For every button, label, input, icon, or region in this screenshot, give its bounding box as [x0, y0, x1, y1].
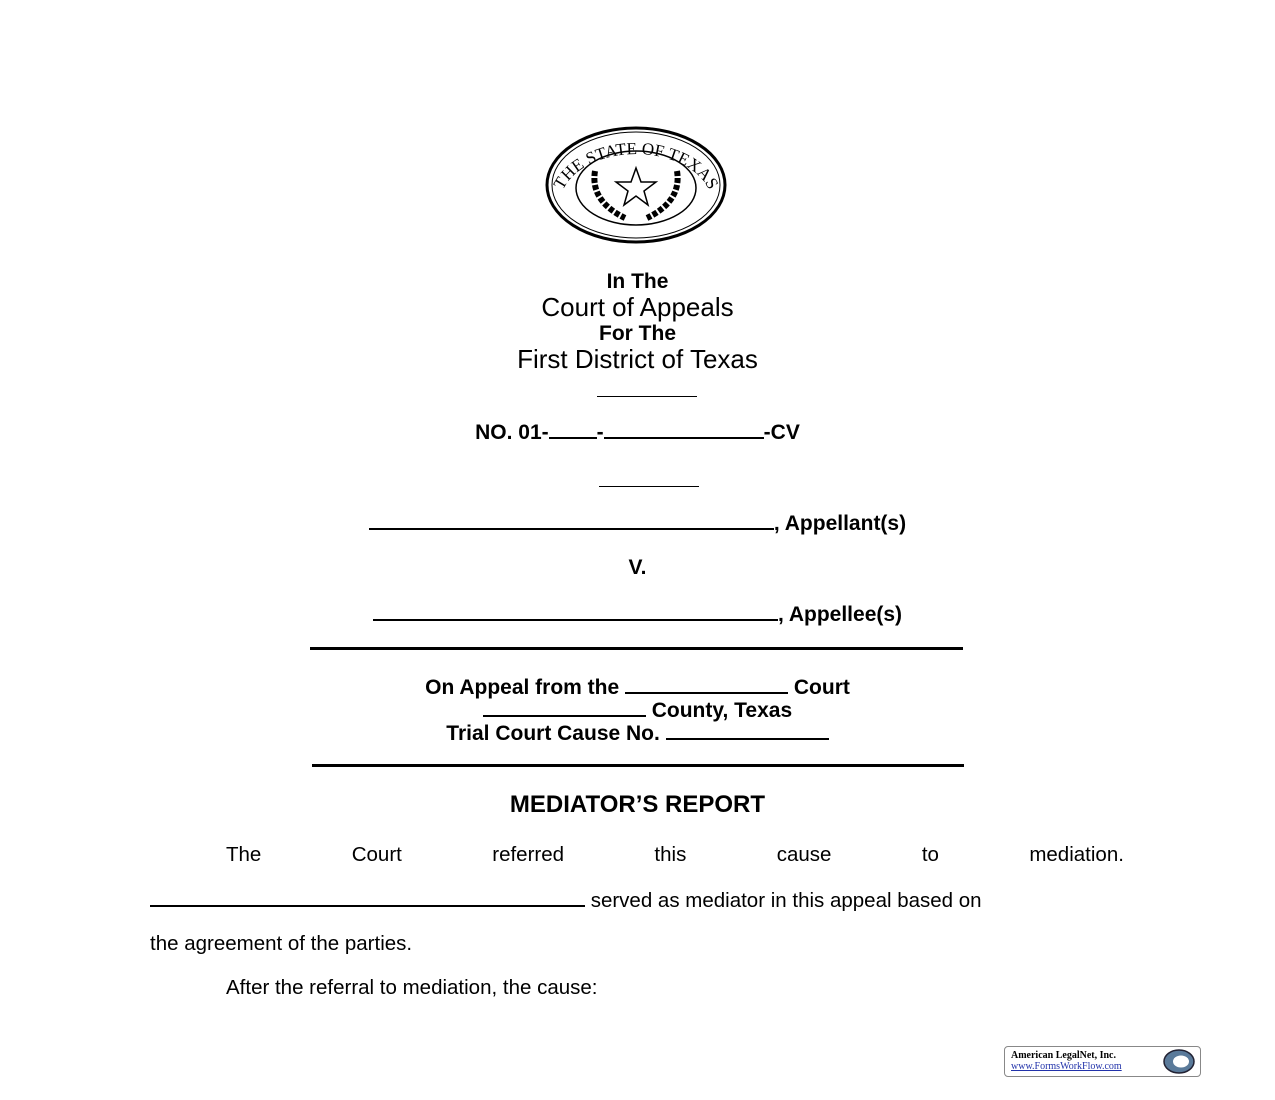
- appellee-label: , Appellee(s): [777, 603, 903, 626]
- versus: V.: [628, 556, 647, 579]
- footer-logo[interactable]: [1004, 1046, 1201, 1077]
- appeal-line-3: [0, 720, 1275, 746]
- appellant-label: , Appellant(s): [773, 512, 907, 535]
- court-name: Court of Appeals: [541, 292, 734, 322]
- court-label: Court: [793, 676, 850, 699]
- texas-seal-icon: [545, 126, 727, 244]
- district-name: First District of Texas: [517, 344, 758, 374]
- word: The: [226, 843, 262, 866]
- body-line-2: [150, 887, 982, 913]
- header-for-the: For The: [599, 322, 676, 345]
- appellee-line: [0, 601, 1275, 627]
- county-blank[interactable]: [483, 697, 646, 717]
- appellant-line: [0, 510, 1275, 536]
- case-seq-blank[interactable]: [604, 419, 764, 439]
- divider: [599, 486, 699, 487]
- county-label: County, Texas: [651, 699, 793, 722]
- svg-text:THE STATE OF TEXAS: THE STATE OF TEXAS: [549, 138, 723, 193]
- mediator-name-blank[interactable]: [150, 887, 585, 907]
- body-line-1: [226, 843, 1124, 867]
- case-number-prefix: NO. 01-: [475, 421, 549, 444]
- appeal-from-label: On Appeal from the: [425, 676, 620, 699]
- case-year-blank[interactable]: [549, 419, 597, 439]
- case-number-suffix: -CV: [763, 421, 800, 444]
- report-title: MEDIATOR’S REPORT: [509, 791, 766, 818]
- appellant-blank[interactable]: [369, 510, 774, 530]
- case-number: [0, 419, 1275, 445]
- logo-company: American LegalNet, Inc.: [1011, 1050, 1116, 1061]
- cause-no-blank[interactable]: [666, 720, 829, 740]
- word: referred: [492, 843, 565, 866]
- thick-rule: [312, 764, 964, 767]
- globe-icon: [1162, 1049, 1196, 1074]
- divider: [597, 396, 697, 397]
- case-number-sep: -: [596, 421, 604, 444]
- word: Court: [351, 843, 402, 866]
- appellee-blank[interactable]: [373, 601, 778, 621]
- logo-url[interactable]: www.FormsWorkFlow.com: [1011, 1061, 1122, 1072]
- header-in-the: In The: [606, 270, 669, 293]
- word: cause: [776, 843, 832, 866]
- word: mediation.: [1029, 843, 1124, 866]
- word: to: [921, 843, 939, 866]
- cause-no-label: Trial Court Cause No.: [446, 722, 660, 745]
- body-line-4: After the referral to mediation, the cause:: [226, 976, 598, 999]
- body-line-3: the agreement of the parties.: [150, 932, 413, 955]
- trial-court-blank[interactable]: [625, 674, 788, 694]
- word: this: [654, 843, 687, 866]
- thick-rule: [310, 647, 963, 650]
- body-text: served as mediator in this appeal based on: [590, 889, 982, 912]
